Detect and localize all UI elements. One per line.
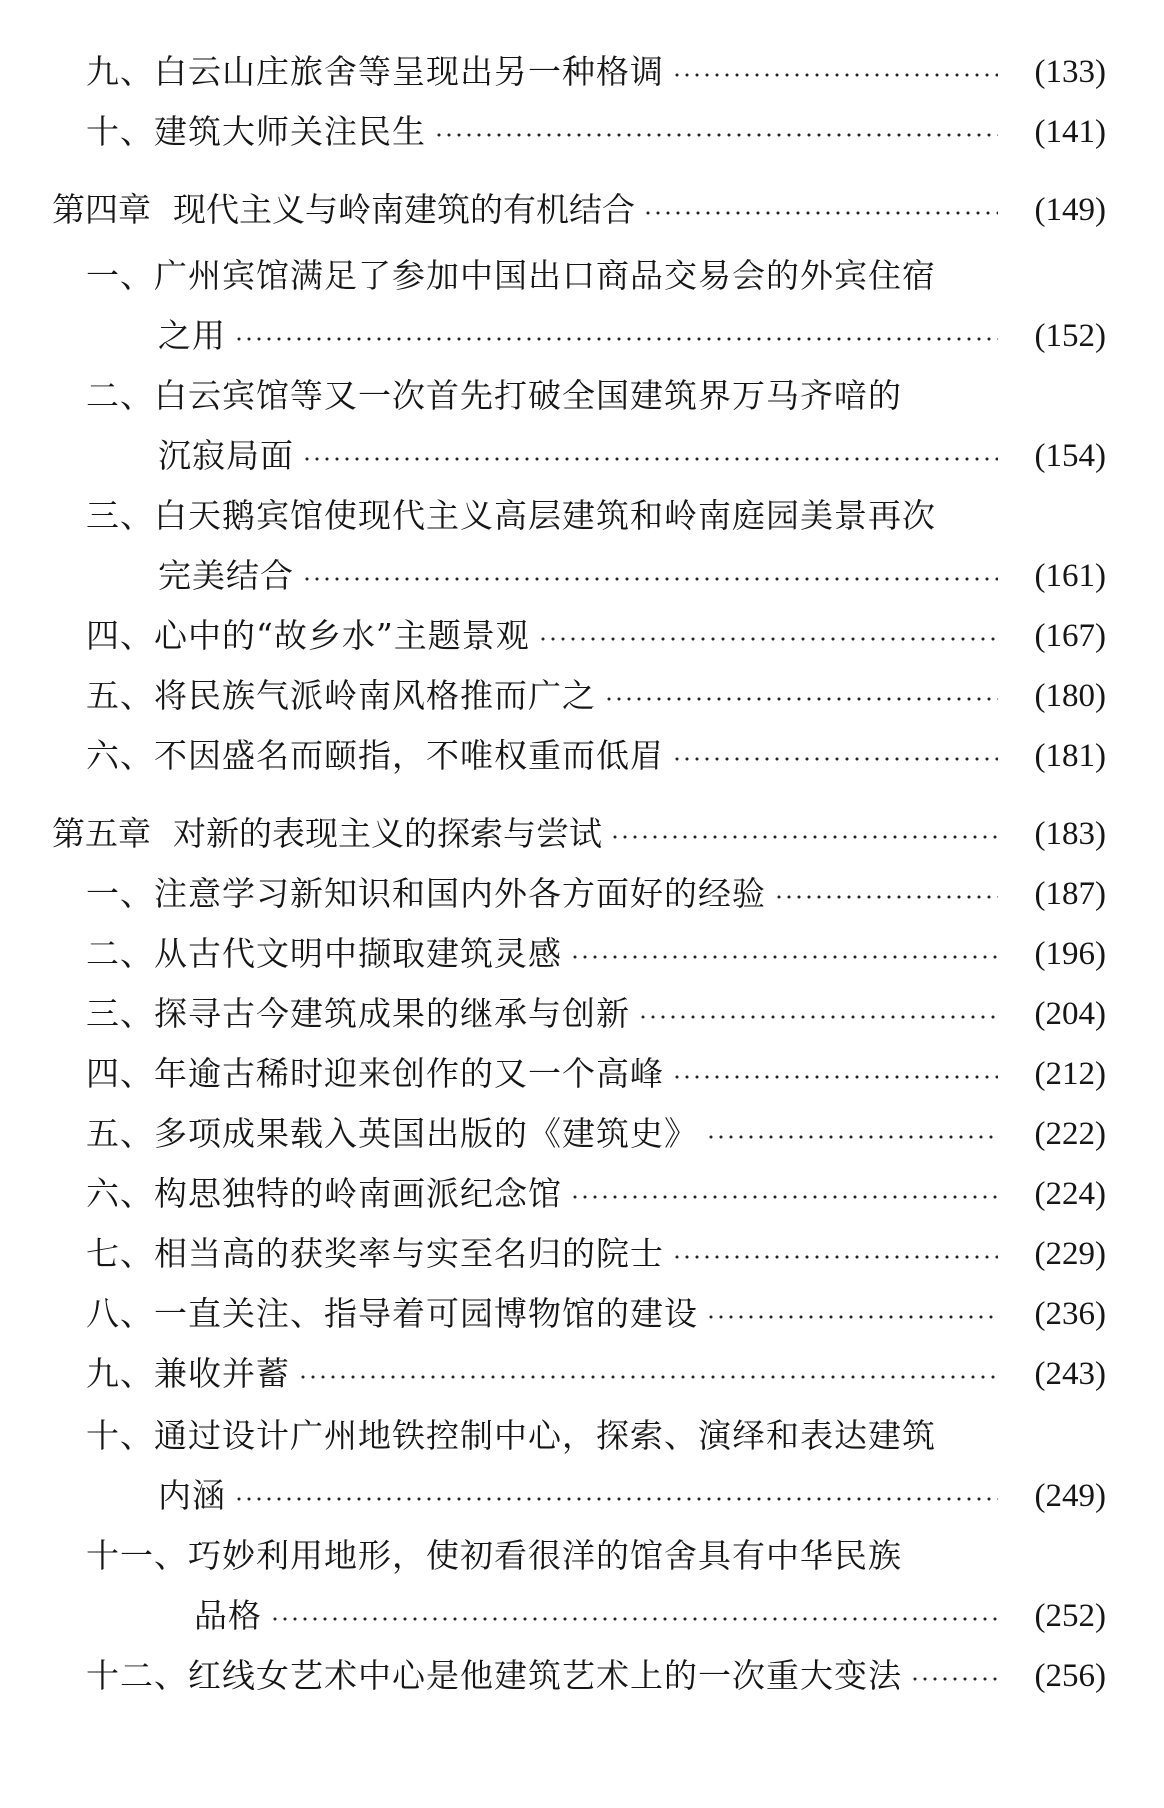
toc-entry [86, 1170, 1106, 1218]
toc-page-number: (243) [1034, 1356, 1106, 1392]
dot-leader [910, 1670, 998, 1688]
dot-leader [604, 690, 998, 708]
chapter-number: 第四章 [52, 190, 151, 229]
toc-page-number: (236) [1034, 1296, 1106, 1332]
toc-entry [86, 1230, 1106, 1278]
dot-leader [672, 750, 998, 768]
toc-entry-label: 十二、红线女艺术中心是他建筑艺术上的一次重大变法 [86, 1656, 902, 1695]
dot-leader [672, 66, 998, 84]
toc-chapter-entry [52, 810, 1106, 858]
toc-entry-label-continued: 完美结合 [158, 556, 294, 595]
dot-leader [234, 330, 998, 348]
dot-leader [672, 1068, 998, 1086]
toc-page-number: (181) [1034, 738, 1106, 774]
dot-leader [298, 1368, 998, 1386]
toc-entry-label: 五、将民族气派岭南风格推而广之 [86, 676, 596, 715]
toc-entry [158, 1472, 1106, 1520]
chapter-number: 第五章 [52, 814, 151, 853]
toc-entry [86, 1350, 1106, 1398]
toc-page-number: (212) [1034, 1056, 1106, 1092]
toc-entry [86, 732, 1106, 780]
toc-page-number: (149) [1034, 192, 1106, 228]
dot-leader [706, 1308, 998, 1326]
toc-entry-label: 九、白云山庄旅舍等呈现出另一种格调 [86, 52, 664, 91]
dot-leader [570, 948, 998, 966]
toc-entry-label: 二、白云宾馆等又一次首先打破全国建筑界万马齐喑的 [86, 376, 902, 415]
toc-page-number: (204) [1034, 996, 1106, 1032]
toc-entry [86, 990, 1106, 1038]
toc-entry-label: 一、广州宾馆满足了参加中国出口商品交易会的外宾住宿 [86, 256, 936, 295]
dot-leader [706, 1128, 998, 1146]
toc-entry [86, 108, 1106, 156]
toc-entry-label: 七、相当高的获奖率与实至名归的院士 [86, 1234, 664, 1273]
toc-entry [86, 1290, 1106, 1338]
toc-page-number: (229) [1034, 1236, 1106, 1272]
toc-entry [86, 1652, 1106, 1700]
toc-entry [158, 312, 1106, 360]
dot-leader [570, 1188, 998, 1206]
toc-page-number: (183) [1034, 816, 1106, 852]
toc-page-number: (154) [1034, 438, 1106, 474]
dot-leader [643, 204, 998, 222]
dot-leader [270, 1610, 998, 1628]
toc-chapter-entry [52, 186, 1106, 234]
toc-entry-label: 十、通过设计广州地铁控制中心，探索、演绎和表达建筑 [86, 1416, 936, 1455]
toc-page-number: (152) [1034, 318, 1106, 354]
toc-page-number: (256) [1034, 1658, 1106, 1694]
toc-entry-label: 八、一直关注、指导着可园博物馆的建设 [86, 1294, 698, 1333]
toc-entry-label: 一、注意学习新知识和国内外各方面好的经验 [86, 874, 766, 913]
dot-leader [610, 828, 998, 846]
toc-page-number: (141) [1034, 114, 1106, 150]
toc-entry-label-continued: 内涵 [158, 1476, 226, 1515]
toc-entry-label: 六、构思独特的岭南画派纪念馆 [86, 1174, 562, 1213]
chapter-title: 现代主义与岭南建筑的有机结合 [173, 190, 635, 229]
toc-entry [86, 1050, 1106, 1098]
dot-leader [234, 1490, 998, 1508]
toc-entry [86, 1110, 1106, 1158]
toc-page-number: (222) [1034, 1116, 1106, 1152]
toc-entry [86, 870, 1106, 918]
dot-leader [434, 126, 998, 144]
toc-entry-label: 十一、巧妙利用地形，使初看很洋的馆舍具有中华民族 [86, 1536, 902, 1575]
dot-leader [638, 1008, 998, 1026]
toc-page-number: (133) [1034, 54, 1106, 90]
toc-entry [158, 432, 1106, 480]
chapter-title: 对新的表现主义的探索与尝试 [173, 814, 602, 853]
toc-entry-label: 五、多项成果载入英国出版的《建筑史》 [86, 1114, 698, 1153]
toc-entry-label: 六、不因盛名而颐指，不唯权重而低眉 [86, 736, 664, 775]
toc-page-number: (249) [1034, 1478, 1106, 1514]
toc-entry-label: 四、心中的“故乡水”主题景观 [86, 616, 530, 655]
dot-leader [302, 450, 998, 468]
toc-page-number: (167) [1034, 618, 1106, 654]
toc-entry-label-continued: 沉寂局面 [158, 436, 294, 475]
dot-leader [672, 1248, 998, 1266]
dot-leader [774, 888, 998, 906]
toc-entry [86, 612, 1106, 660]
toc-page-number: (180) [1034, 678, 1106, 714]
toc-entry [194, 1592, 1106, 1640]
toc-entry-label: 三、白天鹅宾馆使现代主义高层建筑和岭南庭园美景再次 [86, 496, 936, 535]
toc-entry-label: 四、年逾古稀时迎来创作的又一个高峰 [86, 1054, 664, 1093]
toc-page-number: (187) [1034, 876, 1106, 912]
toc-entry [158, 552, 1106, 600]
toc-page-number: (252) [1034, 1598, 1106, 1634]
toc-entry [86, 48, 1106, 96]
toc-page-number: (196) [1034, 936, 1106, 972]
dot-leader [538, 630, 998, 648]
dot-leader [302, 570, 998, 588]
toc-entry-label: 三、探寻古今建筑成果的继承与创新 [86, 994, 630, 1033]
toc-entry-label-continued: 品格 [194, 1596, 262, 1635]
toc-entry [86, 930, 1106, 978]
toc-entry-label: 二、从古代文明中撷取建筑灵感 [86, 934, 562, 973]
toc-entry [86, 672, 1106, 720]
toc-entry-label: 十、建筑大师关注民生 [86, 112, 426, 151]
toc-entry-label-continued: 之用 [158, 316, 226, 355]
toc-page-number: (224) [1034, 1176, 1106, 1212]
toc-page-number: (161) [1034, 558, 1106, 594]
toc-entry-label: 九、兼收并蓄 [86, 1354, 290, 1393]
